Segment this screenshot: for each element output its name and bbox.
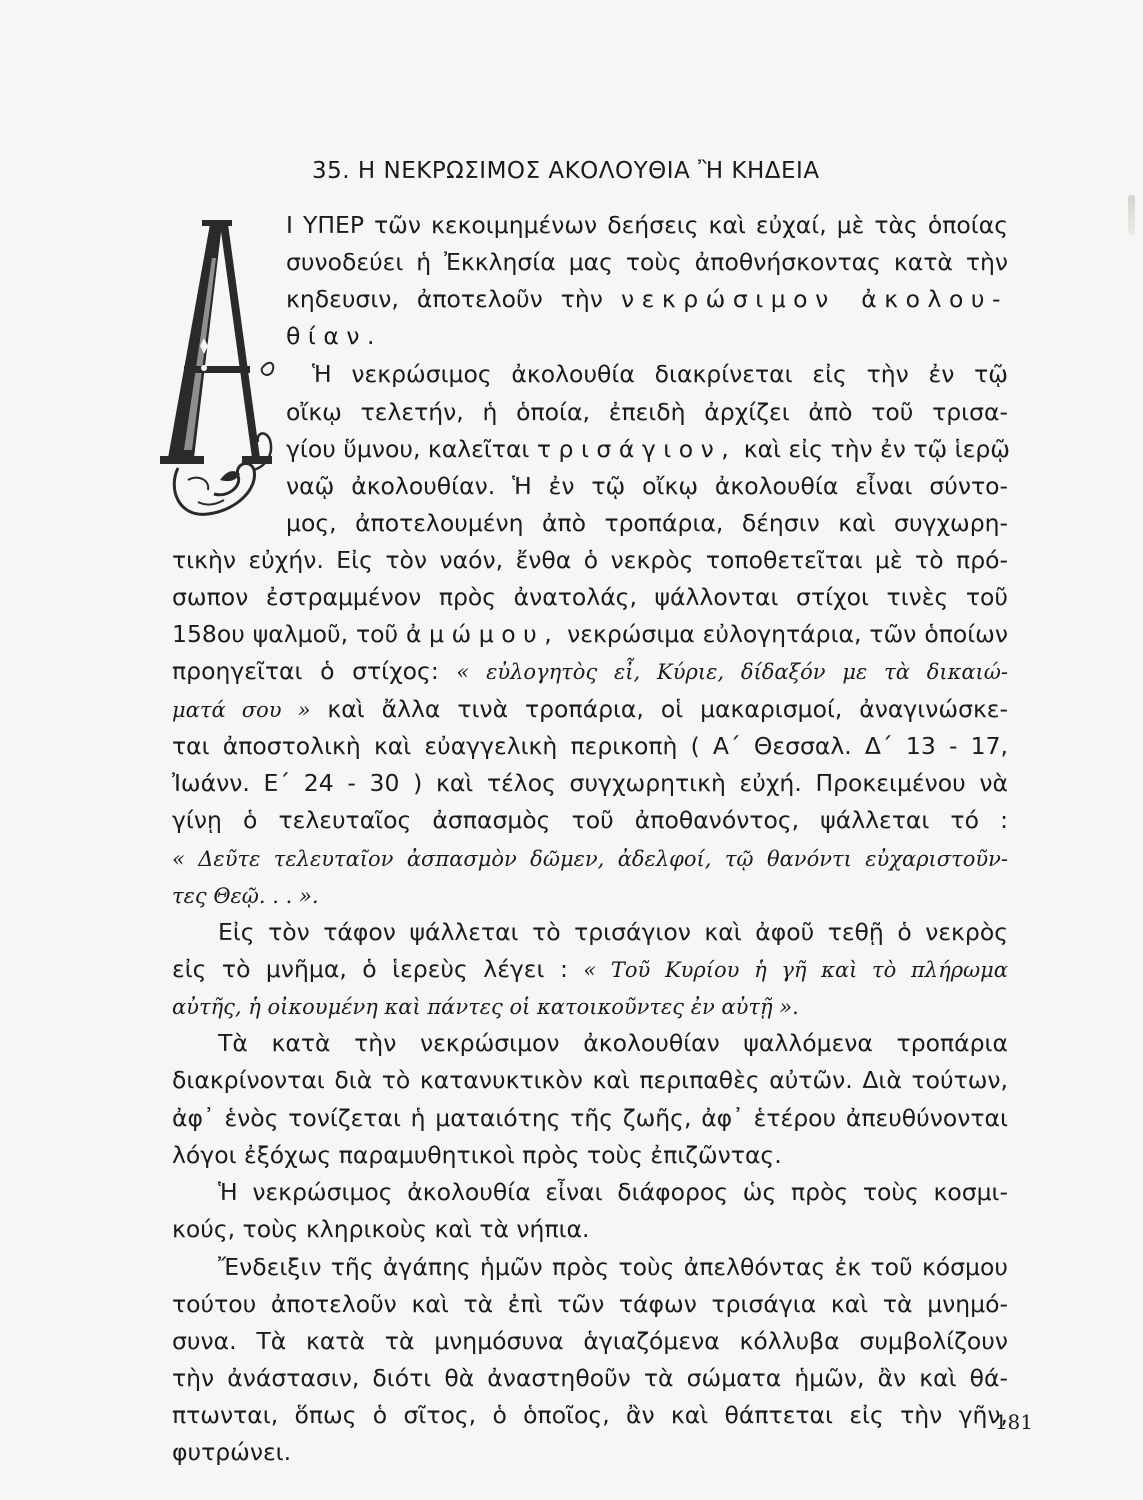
text-line <box>286 505 1008 541</box>
text-line <box>172 1137 842 1173</box>
text-run: πτωνται, ὅπως ὁ σῖτος, ὁ ὁποῖος, ἂν καὶ θάπτεται εἰς τὴν γῆν, <box>172 1401 1008 1429</box>
italic-quote: τες Θεῷ. . . ». <box>172 884 319 908</box>
scan-artifact <box>1128 195 1135 235</box>
text-line <box>286 207 1008 243</box>
text-run: λόγοι ἐξόχως παραμυθητικοὶ πρὸς τοὺς ἐπιζῶντας. <box>172 1141 782 1169</box>
text-line <box>172 951 1008 988</box>
text-line <box>286 244 1008 280</box>
text-run: Ι ΥΠΕΡ τῶν κεκοιμημένων δεήσεις καὶ εὐχαί, μὲ τὰς ὁποίας <box>286 211 1008 239</box>
text-run: γίνῃ ὁ τελευταῖος ἀσπασμὸς τοῦ ἀποθανόντος, ψάλλεται τό : <box>172 806 1008 834</box>
text-run: νεκρώσιμα εὐλογητάρια, τῶν ὁποίων <box>559 620 1008 648</box>
text-run: κηδευσιν, ἀποτελοῦν τὴν <box>286 285 621 313</box>
page-number: 181 <box>994 1410 1033 1434</box>
text-run: φυτρώνει. <box>172 1438 292 1466</box>
text-run: μος, ἀποτελουμένη ἀπὸ τροπάρια, δέησιν καὶ συγχωρη- <box>286 509 1008 537</box>
text-line <box>172 1100 1008 1136</box>
text-line <box>312 356 1008 392</box>
italic-quote: « Δεῦτε τελευταῖον ἀσπασμὸν δῶμεν, ἀδελφοί, τῷ θανόντι εὐχαριστοῦν- <box>172 847 1008 871</box>
text-line <box>172 579 1008 615</box>
text-run: συνα. Τὰ κατὰ τὰ μνημόσυνα ἁγιαζόμενα κόλλυβα συμβολίζουν <box>172 1327 1008 1355</box>
text-run: διακρίνονται διὰ τὸ κατανυκτικὸν καὶ περιπαθὲς αὐτῶν. Διὰ τούτων, <box>172 1066 1008 1094</box>
text-line <box>172 691 1008 728</box>
text-line <box>286 431 1008 467</box>
text-run: 158ου ψαλμοῦ, τοῦ <box>172 620 407 648</box>
text-line <box>218 1249 1008 1285</box>
text-line <box>218 914 1008 950</box>
text-run: συνοδεύει ἡ Ἐκκλησία μας τοὺς ἀποθνήσκοντας κατὰ τὴν <box>286 248 1008 276</box>
text-line <box>286 468 1008 504</box>
text-run: Ἰωάνν. Ε΄ 24 - 30 ) καὶ τέλος συγχωρητικὴ εὐχή. Προκειμένου νὰ <box>172 769 1008 797</box>
text-run: ἀφ᾽ ἑνὸς τονίζεται ἡ ματαιότης τῆς ζωῆς, ἀφ᾽ ἑτέρου ἀπευθύνονται <box>172 1104 1008 1132</box>
text-line <box>218 1025 1008 1061</box>
text-run: ναῷ ἀκολουθίαν. Ἡ ἐν τῷ οἴκῳ ἀκολουθία εἶναι σύντο- <box>286 472 1008 500</box>
text-line <box>172 802 1008 838</box>
text-run: σωπον ἐστραμμένον πρὸς ἀνατολάς, ψάλλονται στίχοι τινὲς τοῦ <box>172 583 1008 611</box>
text-run: προηγεῖται ὁ στίχος: <box>172 657 457 685</box>
text-run: καὶ ἄλλα τινὰ τροπάρια, οἱ μακαρισμοί, ἀναγινώσκε- <box>310 695 1008 723</box>
text-line <box>172 1434 372 1470</box>
text-line <box>172 1062 1008 1098</box>
spaced-term: ἀμώμου, <box>406 620 560 648</box>
text-line <box>172 1397 1008 1433</box>
text-line <box>172 1323 1008 1359</box>
text-line <box>286 394 1008 430</box>
text-line <box>172 1211 652 1247</box>
text-line <box>172 1286 1008 1322</box>
text-run: Ἡ νεκρώσιμος ἀκολουθία εἶναι διάφορος ὡς πρὸς τοὺς κοσμι- <box>218 1178 1008 1206</box>
spaced-term: νεκρώσιμον ἀκολου- <box>620 285 1008 313</box>
text-line <box>286 318 586 354</box>
text-line <box>172 1360 1008 1396</box>
text-run: τικὴν εὐχήν. Εἰς τὸν ναόν, ἔνθα ὁ νεκρὸς τοποθετεῖται μὲ τὸ πρό- <box>172 546 1008 574</box>
text-run: τούτου ἀποτελοῦν καὶ τὰ ἐπὶ τῶν τάφων τρισάγια καὶ τὰ μνημό- <box>172 1290 1008 1318</box>
text-line <box>172 542 1008 578</box>
italic-quote: « Τοῦ Κυρίου ἡ γῆ καὶ τὸ πλήρωμα <box>583 958 1008 982</box>
text-run: εἰς τὸ μνῆμα, ὁ ἱερεὺς λέγει : <box>172 955 584 983</box>
text-run: καὶ εἰς τὴν ἐν τῷ ἱερῷ <box>736 435 1010 463</box>
text-line <box>172 877 472 914</box>
text-line <box>172 765 1008 801</box>
text-line <box>172 840 1008 877</box>
text-line <box>218 1174 1008 1210</box>
chapter-heading: 35. Η ΝΕΚΡΩΣΙΜΟΣ ΑΚΟΛΟΥΘΙΑ Ἢ ΚΗΔΕΙΑ <box>312 158 820 184</box>
text-run: Εἰς τὸν τάφον ψάλλεται τὸ τρισάγιον καὶ ἀφοῦ τεθῇ ὁ νεκρὸς <box>218 918 1008 946</box>
text-line <box>286 281 1008 317</box>
text-run: Ἡ νεκρώσιμος ἀκολουθία διακρίνεται εἰς τὴν ἐν τῷ <box>312 360 1008 388</box>
text-line <box>172 988 872 1025</box>
spaced-term: θίαν. <box>286 322 383 350</box>
italic-quote: ματά σου » <box>172 698 311 722</box>
text-line <box>172 653 1008 690</box>
text-run: κούς, τοὺς κληρικοὺς καὶ τὰ νήπια. <box>172 1215 590 1243</box>
spaced-term: τρισάγιον, <box>536 435 737 463</box>
text-run: ται ἀποστολικὴ καὶ εὐαγγελικὴ περικοπὴ ( Α΄ Θεσσαλ. Δ΄ 13 - 17, <box>172 732 1008 760</box>
italic-quote: « εὐλογητὸς εἶ, Κύριε, δίδαξόν με τὰ δικαιώ- <box>456 660 1008 684</box>
text-line <box>172 728 1008 764</box>
text-run: Τὰ κατὰ τὴν νεκρώσιμον ἀκολουθίαν ψαλλόμενα τροπάρια <box>218 1029 1008 1057</box>
text-run: τὴν ἀνάστασιν, διότι θὰ ἀναστηθοῦν τὰ σώματα ἡμῶν, ἂν καὶ θά- <box>172 1364 1008 1392</box>
italic-quote: αὐτῆς, ἡ οἰκουμένη καὶ πάντες οἱ κατοικοῦντες ἐν αὐτῇ ». <box>172 995 799 1019</box>
ornamental-dropcap <box>158 218 278 528</box>
text-run: Ἔνδειξιν τῆς ἀγάπης ἡμῶν πρὸς τοὺς ἀπελθόντας ἐκ τοῦ κόσμου <box>218 1253 1008 1281</box>
text-run: γίου ὕμνου, καλεῖται <box>286 435 537 463</box>
text-run: οἴκῳ τελετήν, ἡ ὁποία, ἐπειδὴ ἀρχίζει ἀπὸ τοῦ τρισα- <box>286 398 1008 426</box>
text-line <box>172 616 1008 652</box>
